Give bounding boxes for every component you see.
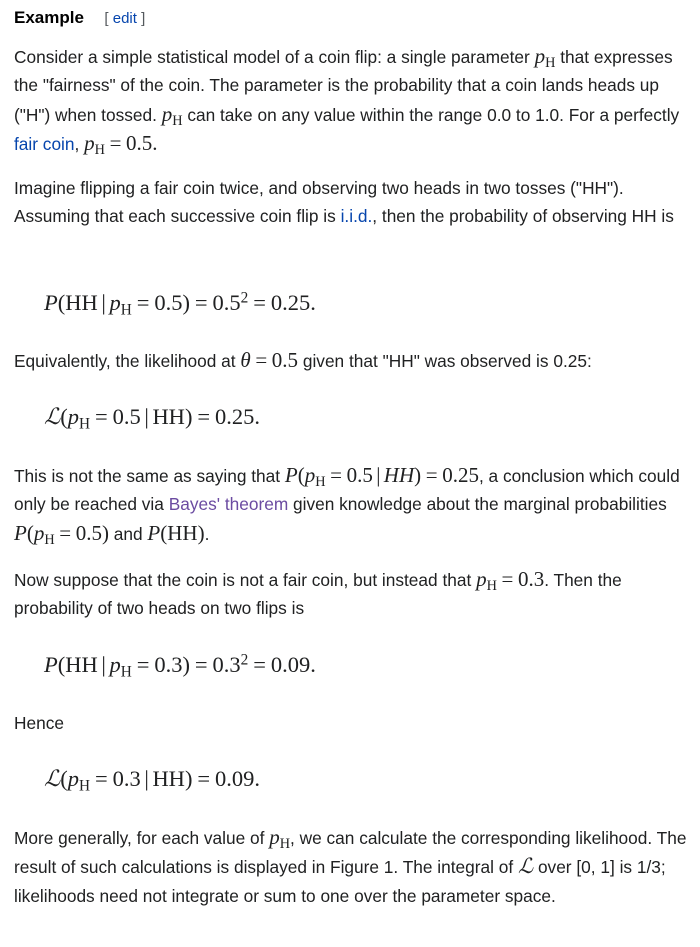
math-posterior <box>284 463 479 490</box>
math-symbol: 0.3 <box>517 567 545 591</box>
math-symbol: ) <box>414 463 422 487</box>
text: Imagine flipping a fair coin twice, and observing two heads in two tosses ("HH"). Assuming that each successive coin flip is <box>14 178 624 227</box>
math-symbol: 0.3 <box>212 652 241 677</box>
math-symbol: HH <box>167 520 198 545</box>
iid-link[interactable]: i.i.d. <box>340 206 373 227</box>
text: . Then the probability of two heads on two flips is <box>14 570 622 619</box>
math-likelihood-symbol <box>518 854 533 878</box>
text: over [0, 1] is 1/3; likelihoods need not integrate or sum to one over the parameter space. <box>14 857 666 906</box>
math-p-h <box>269 825 291 852</box>
math-symbol: = <box>136 652 150 677</box>
math-symbol: H <box>120 301 132 319</box>
math-symbol: ℒ <box>44 404 61 430</box>
math-symbol: ℒ <box>44 766 61 792</box>
edit-link[interactable]: edit <box>112 10 137 27</box>
math-symbol: p <box>269 825 280 849</box>
paragraph-more-generally <box>14 823 690 910</box>
math-symbol: 0.5 <box>154 290 183 315</box>
math-symbol: p <box>33 520 45 545</box>
math-symbol: P <box>147 520 161 545</box>
math-symbol: ( <box>60 766 68 791</box>
math-symbol: p <box>109 290 121 315</box>
text: , then the probability of observing HH is <box>372 206 674 227</box>
math-symbol: | <box>144 766 149 791</box>
text: can take on any value within the range 0.0 to 1.0. For a perfectly <box>187 104 680 125</box>
math-symbol: | <box>144 404 149 429</box>
text: Now suppose that the coin is not a fair coin, but instead that <box>14 570 472 590</box>
math-marginal-hh <box>147 521 204 545</box>
math-symbol: 0.5 <box>126 130 153 155</box>
math-symbol: = <box>94 766 108 791</box>
math-symbol: 0.3 <box>112 766 141 791</box>
text: , <box>74 133 80 154</box>
math-p-h-equals-half <box>84 130 158 158</box>
math-symbol: HH <box>152 404 185 429</box>
math-symbol: = <box>197 766 211 791</box>
math-symbol: ( <box>297 463 305 487</box>
math-symbol: P <box>44 652 58 677</box>
math-symbol: = <box>59 520 72 545</box>
math-symbol: = <box>194 652 208 677</box>
math-symbol: ) <box>101 520 109 545</box>
math-symbol: ) <box>184 404 193 429</box>
math-symbol: HH <box>65 652 98 677</box>
math-symbol: H <box>315 473 326 490</box>
math-symbol: ( <box>160 520 168 545</box>
math-p-h <box>161 101 183 129</box>
edit-bracket-open: [ <box>104 10 109 27</box>
math-symbol: HH <box>383 463 415 487</box>
math-symbol: ℒ <box>518 854 534 879</box>
math-symbol: 0.5 <box>112 404 141 429</box>
paragraph-not-bayes <box>14 461 690 548</box>
math-symbol: = <box>94 404 108 429</box>
math-symbol: ( <box>57 290 66 315</box>
math-symbol: | <box>376 463 381 487</box>
math-symbol: = <box>501 567 514 591</box>
paragraph-coin-model <box>14 42 690 158</box>
math-symbol: p <box>534 44 546 68</box>
text: More generally, for each value of <box>14 828 265 848</box>
math-symbol: p <box>67 404 79 429</box>
math-symbol: H <box>120 663 132 681</box>
math-symbol: = <box>330 463 342 487</box>
math-symbol: = <box>136 290 150 315</box>
text: that expresses the "fairness" of the coin. The parameter is the probability that a coin lands heads up ("H") when tossed. <box>14 47 673 125</box>
math-symbol: p <box>67 766 79 791</box>
paragraph-unfair-coin <box>14 565 690 623</box>
math-symbol: . <box>152 130 158 155</box>
math-symbol: HH <box>65 290 98 315</box>
paragraph-hence <box>14 709 690 737</box>
math-symbol: 2 <box>240 289 249 307</box>
math-symbol: p <box>84 130 95 155</box>
math-symbol: p <box>476 567 487 591</box>
math-symbol: 0.25 <box>442 463 479 487</box>
math-symbol: 0.5 <box>212 290 241 315</box>
math-symbol: = <box>253 652 266 677</box>
math-symbol: = <box>109 130 122 155</box>
section-title: Example <box>14 8 84 27</box>
math-symbol: ( <box>26 520 34 545</box>
math-symbol: 0.5 <box>75 520 102 545</box>
math-symbol: ) <box>182 652 190 677</box>
math-symbol: H <box>78 777 91 795</box>
section-heading <box>14 8 145 28</box>
math-symbol: P <box>284 463 298 487</box>
math-symbol: H <box>44 531 55 548</box>
math-expression <box>44 651 316 681</box>
math-symbol: p <box>109 652 121 677</box>
math-symbol: . <box>310 652 316 677</box>
math-symbol: H <box>486 577 497 594</box>
math-symbol: ) <box>182 290 190 315</box>
math-symbol: | <box>101 652 106 677</box>
math-symbol: = <box>253 290 266 315</box>
math-symbol: | <box>101 290 106 315</box>
math-symbol: H <box>78 415 91 433</box>
math-symbol: P <box>14 520 27 545</box>
equation-likelihood-unfair <box>44 759 260 799</box>
math-symbol: p <box>304 463 316 487</box>
bayes-theorem-link[interactable]: Bayes' theorem <box>168 494 289 515</box>
paragraph-likelihood-at-theta <box>14 346 690 375</box>
math-marginal-p-h <box>14 520 109 548</box>
math-symbol: . <box>254 404 261 429</box>
math-symbol: 0.5 <box>271 348 299 372</box>
math-theta-equals-half <box>240 348 298 372</box>
math-p-h <box>534 44 556 71</box>
text: , a conclusion which could only be reached via <box>14 466 680 515</box>
math-symbol: 0.09 <box>270 652 311 677</box>
text: This is not the same as saying that <box>14 466 281 486</box>
math-symbol: 0.3 <box>154 652 183 677</box>
math-symbol: H <box>172 112 183 129</box>
math-symbol: H <box>545 54 556 71</box>
math-symbol: ( <box>60 404 68 429</box>
paragraph-two-flips <box>14 174 690 231</box>
math-expression <box>44 766 261 795</box>
math-symbol: 0.25 <box>270 290 311 315</box>
text: Hence <box>14 713 64 733</box>
text: given knowledge about the marginal probabilities <box>293 494 667 515</box>
equation-probability-hh-unfair <box>44 645 316 685</box>
math-symbol: θ <box>240 348 251 372</box>
math-p-h-equals-03 <box>476 567 545 594</box>
text: Equivalently, the likelihood at <box>14 351 236 371</box>
math-symbol: ) <box>184 766 193 791</box>
math-symbol: 0.5 <box>346 463 373 487</box>
math-symbol: ) <box>197 520 205 545</box>
math-symbol: = <box>255 348 268 372</box>
math-symbol: H <box>94 141 105 158</box>
math-expression <box>44 289 316 319</box>
fair-coin-link[interactable]: fair coin <box>14 133 75 154</box>
math-symbol: P <box>44 290 58 315</box>
math-symbol: 0.09 <box>215 766 255 791</box>
text: , we can calculate the corresponding likelihood. The result of such calculations is displayed in Figure 1. The integral of <box>14 828 687 878</box>
math-expression <box>44 404 261 433</box>
math-symbol: 0.25 <box>215 404 255 429</box>
math-symbol: p <box>161 101 173 126</box>
text: Consider a simple statistical model of a coin flip: a single parameter <box>14 47 530 67</box>
math-symbol: H <box>279 835 291 852</box>
math-symbol: = <box>425 463 438 487</box>
equation-probability-hh-fair <box>44 283 316 323</box>
math-symbol: = <box>194 290 208 315</box>
text: given that "HH" was observed is 0.25: <box>302 351 592 371</box>
text: and <box>113 523 143 544</box>
math-symbol: ( <box>57 652 66 677</box>
edit-bracket-close: ] <box>141 10 146 27</box>
text: . <box>204 523 210 544</box>
math-symbol: . <box>310 290 316 315</box>
equation-likelihood-fair <box>44 397 260 437</box>
math-symbol: . <box>254 766 261 791</box>
math-symbol: 2 <box>240 651 249 669</box>
math-symbol: = <box>197 404 211 429</box>
math-symbol: HH <box>152 766 185 791</box>
edit-section <box>104 10 145 27</box>
